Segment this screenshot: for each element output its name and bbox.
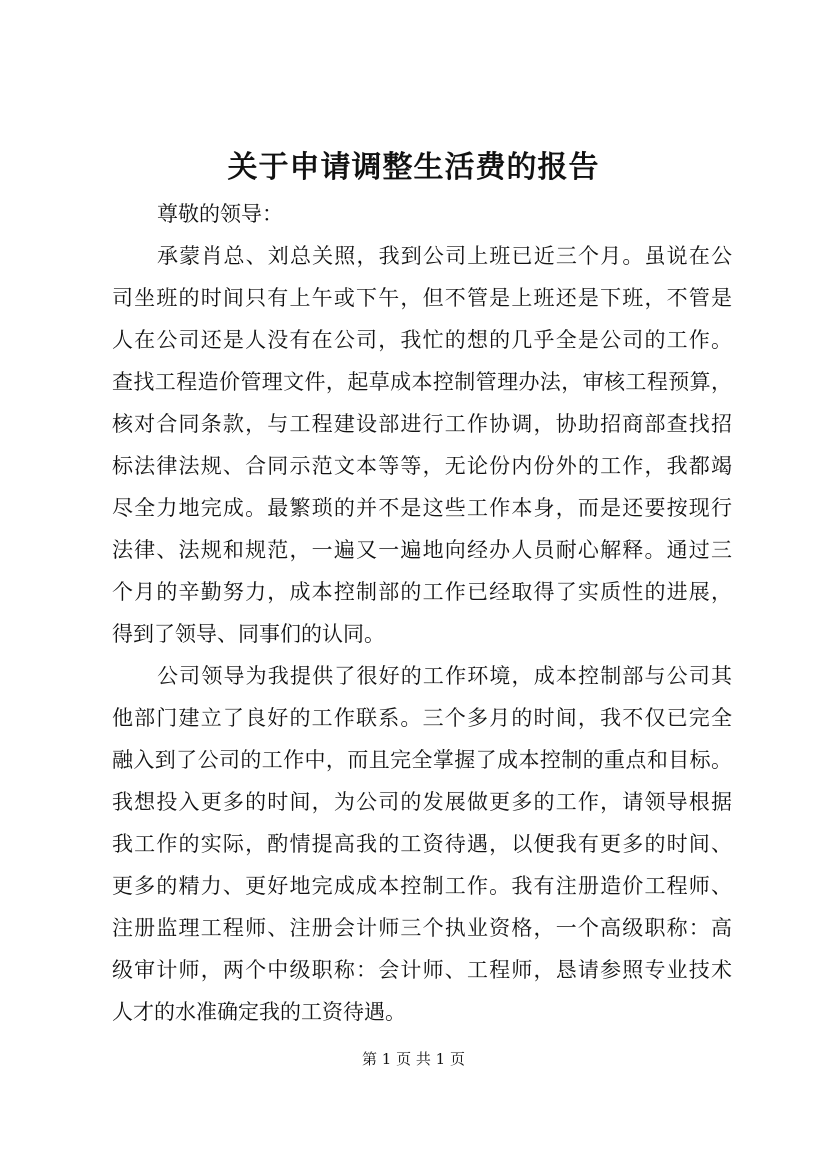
paragraph-1-line-9: 个月的辛勤努力，成本控制部的工作已经取得了实质性的进展， (112, 580, 732, 604)
paragraph-2-line-1: 公司领导为我提供了很好的工作环境，成本控制部与公司其 (157, 664, 732, 688)
paragraph-1-line-7: 尽全力地完成。最繁琐的并不是这些工作本身，而是还要按现行 (112, 496, 732, 520)
paragraph-2-line-9: 人才的水准确定我的工资待遇。 (112, 1000, 406, 1024)
paragraph-1-line-1: 承蒙肖总、刘总关照，我到公司上班已近三个月。虽说在公 (157, 244, 732, 268)
paragraph-2-line-3: 融入到了公司的工作中，而且完全掌握了成本控制的重点和目标。 (112, 748, 732, 772)
paragraph-2-line-6: 更多的精力、更好地完成成本控制工作。我有注册造价工程师、 (112, 874, 732, 898)
paragraph-2-line-5: 我工作的实际，酌情提高我的工资待遇，以便我有更多的时间、 (112, 832, 732, 856)
paragraph-2-line-7: 注册监理工程师、注册会计师三个执业资格，一个高级职称：高 (112, 916, 732, 940)
paragraph-1-line-3: 人在公司还是人没有在公司，我忙的想的几乎全是公司的工作。 (112, 328, 732, 352)
paragraph-2-line-8: 级审计师，两个中级职称：会计师、工程师，恳请参照专业技术 (112, 958, 732, 982)
paragraph-2-line-2: 他部门建立了良好的工作联系。三个多月的时间，我不仅已完全 (112, 706, 732, 730)
paragraph-1-line-4: 查找工程造价管理文件，起草成本控制管理办法，审核工程预算， (112, 370, 732, 394)
paragraph-1-line-5: 核对合同条款，与工程建设部进行工作协调，协助招商部查找招 (112, 412, 732, 436)
paragraph-1-line-8: 法律、法规和规范，一遍又一遍地向经办人员耐心解释。通过三 (112, 538, 732, 562)
paragraph-1-line-2: 司坐班的时间只有上午或下午，但不管是上班还是下班，不管是 (112, 286, 732, 310)
salutation: 尊敬的领导： (157, 202, 283, 226)
page-footer: 第 1 页 共 1 页 (362, 1050, 465, 1068)
paragraph-1-line-6: 标法律法规、合同示范文本等等，无论份内份外的工作，我都竭 (112, 454, 732, 478)
document-title: 关于申请调整生活费的报告 (227, 150, 600, 185)
paragraph-2-line-4: 我想投入更多的时间，为公司的发展做更多的工作，请领导根据 (112, 790, 732, 814)
paragraph-1-line-10: 得到了领导、同事们的认同。 (112, 622, 385, 646)
